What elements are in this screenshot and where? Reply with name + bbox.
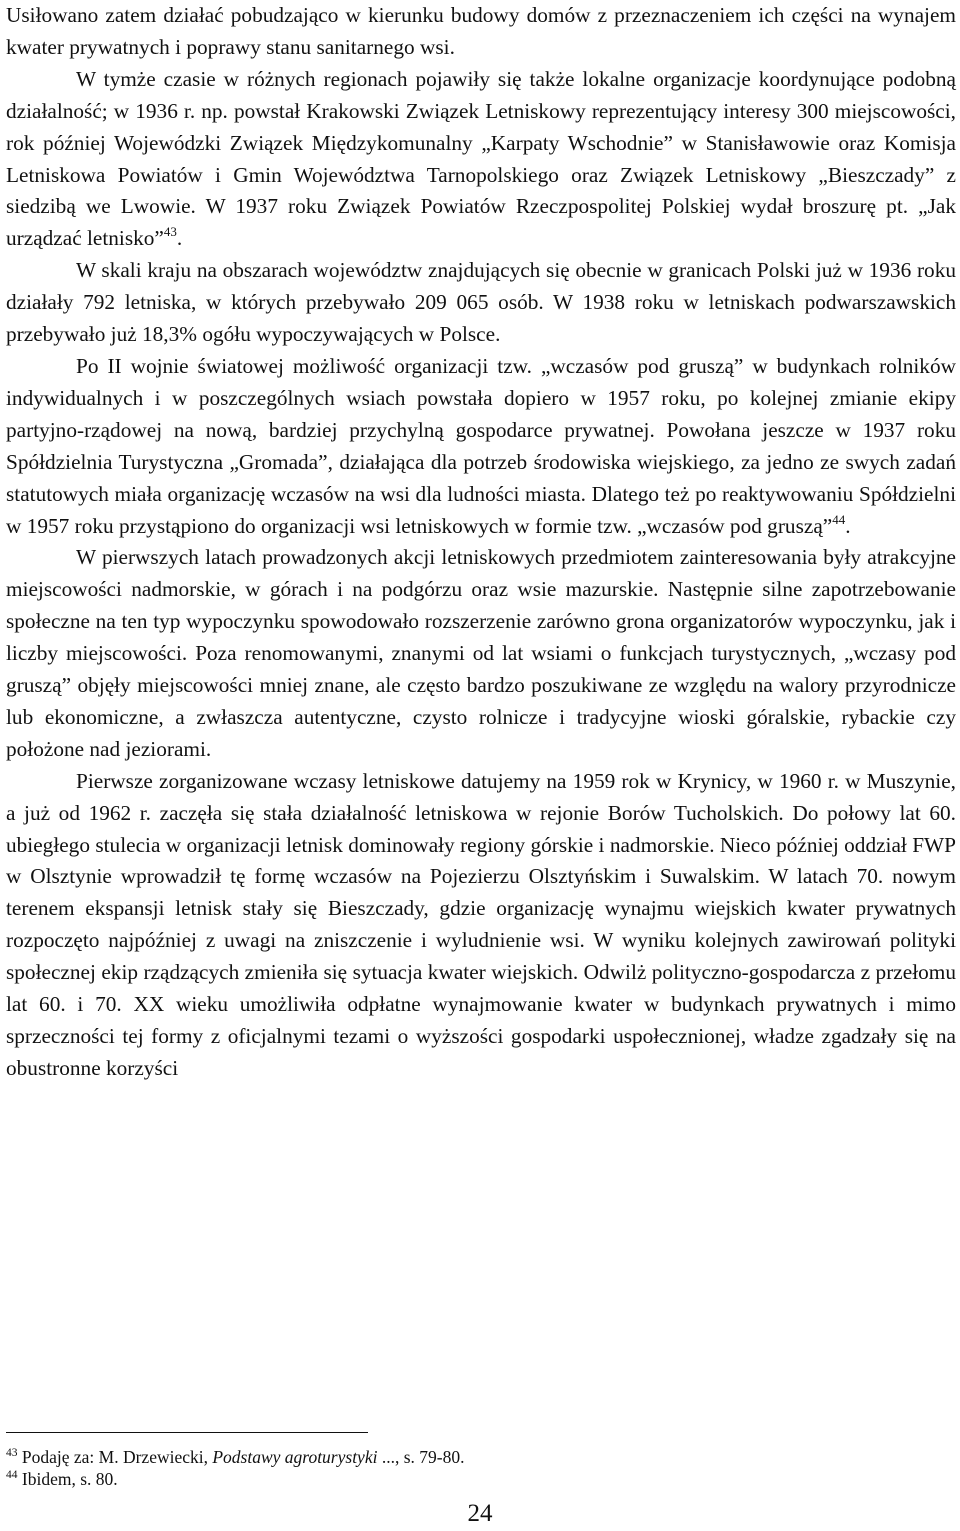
paragraph [6,255,956,351]
paragraph [6,351,956,542]
paragraph-text: W tymże czasie w różnych regionach pojawiły się także lokalne organizacje koordynujące podobną działalność; w 1936 r. np. powstał Krakowski Związek Letniskowy reprezentujący interesy 300 miejscowości, rok później Wojewódzki Związek Międzykomunalny „Karpaty Wschodnie” w Stanisławowie oraz Komisja Letniskowa Powiatów i Gmin Województwa Tarnopolskiego oraz Związek Letniskowy „Bieszczady” z siedzibą we Lwowie. W 1937 roku Związek Powiatów Rzeczpospolitej Polskiej wydał broszurę pt. „Jak urządzać letnisko” [6,66,956,251]
footnote-ref: 43 [163,224,177,240]
paragraph [6,0,956,64]
body-text [6,0,956,1085]
footnote-text: ..., s. 79-80. [377,1447,465,1467]
paragraph-text: Po II wojnie światowej możliwość organizacji tzw. „wczasów pod gruszą” w budynkach rolników indywidualnych i w poszczególnych wsiach powstała dopiero w 1957 roku, po kolejnej zmianie ekipy partyjno-rządowej na nową, bardziej przychylną gospodarce prywatnej. Powołana jeszcze w 1937 roku Spółdzielnia Turystyczna „Gromada”, działająca dla potrzeb środowiska wiejskiego, za jedno ze swych zadań statutowych miała organizację wczasów na wsi dla ludności miasta. Dlatego też po reaktywowaniu Spółdzielni w 1957 roku przystąpiono do organizacji wsi letniskowych w formie tzw. „wczasów pod gruszą” [6,353,956,538]
footnote-title: Podstawy agroturystyki [212,1447,378,1467]
page-number: 24 [467,1500,493,1527]
footnote-separator [6,1432,368,1433]
paragraph [6,766,956,1085]
paragraph [6,64,956,255]
footnote-number: 44 [6,1469,18,1481]
paragraph-text: . [176,226,183,251]
paragraph-text: Usiłowano zatem działać pobudzająco w kierunku budowy domów z przeznaczeniem ich części na wynajem kwater prywatnych i poprawy stanu sanitarnego wsi. [6,3,956,59]
footnote-ref: 44 [832,511,846,527]
paragraph-text: . [845,513,851,538]
footnote-text: Podaję za: M. Drzewiecki, [21,1447,213,1467]
paragraph-text: Pierwsze zorganizowane wczasy letniskowe datujemy na 1959 rok w Krynicy, w 1960 r. w Muszynie, a już od 1962 r. zaczęła się stała działalność letniskowa w rejonie Borów Tucholskich. Do połowy lat 60. ubiegłego stulecia w organizacji letnisk dominowały regiony górskie i nadmorskie. Nieco później oddział FWP w Olsztynie wprowadził tę formę wczasów na Pojezierzu Olsztyńskim i Suwalskim. W latach 70. nowym terenem ekspansji letnisk stały się Bieszczady, gdzie organizację wynajmu wiejskich kwater prywatnych rozpoczęto najpóźniej z uwagi na zniszczenie i wyludnienie wsi. W wyniku kolejnych zawirowań polityki społecznej ekip rządzących zmieniła się sytuacja kwater wiejskich. Odwilż polityczno-gospodarcza z przełomu lat 60. i 70. XX wieku umożliwiła odpłatne wynajmowanie kwater w budynkach prywatnych i mimo sprzeczności tej formy z oficjalnymi tezami o wyższości gospodarki uspołecznionej, władze zgadzały się na obustronne korzyści [6,768,956,1080]
footnotes [6,1446,946,1490]
paragraph-text: W skali kraju na obszarach województw znajdujących się obecnie w granicach Polski już w 1936 roku działały 792 letniska, w których przebywało 209 065 osób. W 1938 roku w letniskach podwarszawskich przebywało już 18,3% ogółu wypoczywających w Polsce. [6,258,956,347]
footnote-43 [6,1446,946,1468]
footnote-44 [6,1468,946,1490]
paragraph-text: W pierwszych latach prowadzonych akcji letniskowych przedmiotem zainteresowania były atrakcyjne miejscowości nadmorskie, w górach i na podgórzu oraz wsie mazurskie. Następnie silne zapotrzebowanie społeczne na ten typ wypoczynku spowodowało rozszerzenie zarówno grona organizatorów wypoczynku, jak i liczby miejscowości. Poza renomowanymi, znanymi od lat wsiami o funkcjach turystycznych, „wczasy pod gruszą” objęły miejscowości mniej znane, ale często bardzo poszukiwane ze względu na walory przyrodnicze lub ekonomiczne, a zwłaszcza autentyczne, czysto rolnicze i tradycyjne wioski góralskie, rybackie czy położone nad jeziorami. [6,545,956,761]
footnote-text: Ibidem, s. 80. [21,1469,118,1489]
paragraph [6,542,956,765]
footnote-number: 43 [6,1447,18,1459]
